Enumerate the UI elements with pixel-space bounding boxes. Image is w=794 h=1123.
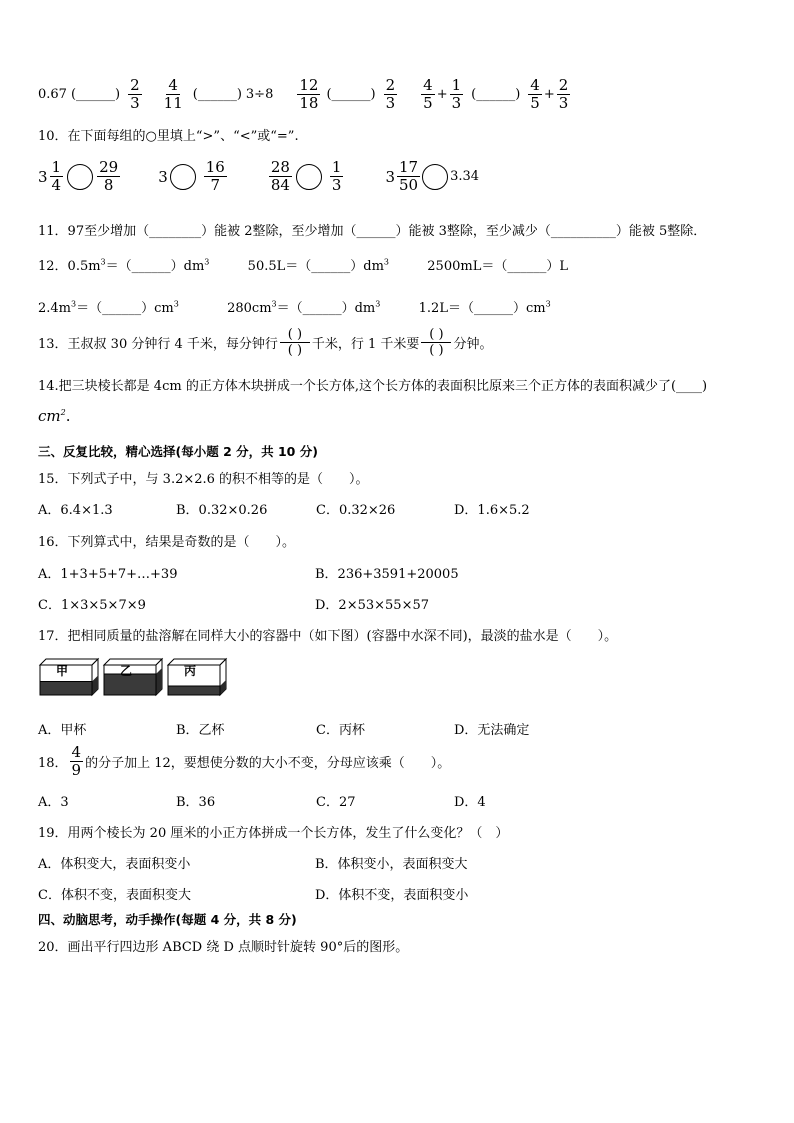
- q16-option-c[interactable]: C．1×3×5×7×9: [38, 598, 146, 613]
- q9-b-right: 3÷8: [245, 87, 274, 102]
- q9-b-frac: $\frac{4}{11}$: [163, 76, 183, 112]
- q13-text-2: 千米，行 1 千米要: [311, 337, 420, 352]
- q20-text: 20．画出平行四边形 ABCD 绕 D 点顺时针旋转 90°后的图形。: [38, 940, 409, 955]
- q17-container-1: [40, 659, 98, 695]
- q17-text: 17．把相同质量的盐溶解在同样大小的容器中（如下图）(容器中水深不同)，最淡的盐水是（ ）。: [38, 629, 618, 644]
- q19-option-d[interactable]: D．体积不变，表面积变小: [315, 888, 469, 903]
- q9-c-frac-right: $\frac{2}{3}$: [385, 76, 396, 112]
- q10-g1-circle[interactable]: [67, 164, 93, 190]
- q12-l1a: 12．0.5m: [38, 259, 101, 274]
- q18-number: 18．: [38, 756, 68, 771]
- q9-d-frac-1: $\frac{4}{5}$: [423, 76, 433, 112]
- q15-option-d[interactable]: D．1.6×5.2: [454, 503, 530, 518]
- q17-options: [38, 719, 774, 738]
- q9-plus-1: +: [436, 87, 448, 102]
- q10-g2-whole: 3: [158, 167, 168, 186]
- q10-g3-left: $\frac{28}{84}$: [270, 158, 290, 194]
- q9-d-frac-2: $\frac{1}{3}$: [451, 76, 462, 112]
- q18-option-d[interactable]: D．4: [454, 795, 486, 810]
- q10-g3-right: $\frac{1}{3}$: [331, 158, 342, 194]
- q10-g1-frac: $\frac{1}{4}$: [51, 158, 62, 194]
- q18-row: [38, 745, 774, 778]
- q10-groups: [38, 160, 774, 193]
- q10-g1-whole: 3: [38, 167, 48, 186]
- q10-g1-right: $\frac{29}{8}$: [99, 158, 119, 194]
- q10-g4-right: 3.34: [450, 169, 480, 184]
- q18-text: 的分子加上 12，要想使分数的大小不变，分母应该乘（ ）。: [85, 756, 451, 771]
- q17-option-c[interactable]: C．丙杯: [316, 723, 365, 738]
- q17-container-label: 甲: [55, 664, 69, 678]
- q17-option-d[interactable]: D．无法确定: [454, 723, 530, 738]
- q17-containers: [38, 657, 228, 707]
- q9-plus-2: +: [543, 87, 555, 102]
- q10-g4-frac: $\frac{17}{50}$: [399, 158, 419, 194]
- q10-g4-circle[interactable]: [422, 164, 448, 190]
- q16-option-d[interactable]: D．2×53×55×57: [315, 598, 429, 613]
- q16-option-b[interactable]: B．236+3591+20005: [315, 567, 459, 582]
- q19-option-b[interactable]: B．体积变小，表面积变大: [315, 857, 468, 872]
- q9-a-left: 0.67: [38, 87, 67, 102]
- q19-option-c[interactable]: C．体积不变，表面积变大: [38, 888, 191, 903]
- q12-l1a-unit: ＝（______）dm: [105, 259, 205, 274]
- q10-g4-whole: 3: [385, 167, 396, 186]
- q9-blank-b: (______): [192, 87, 242, 102]
- q16-text: 16．下列算式中，结果是奇数的是（ ）。: [38, 535, 296, 550]
- q12-l2b-unit: ＝（______）dm: [276, 301, 376, 316]
- q17-container-label: 乙: [119, 664, 133, 678]
- q17-option-a[interactable]: A．甲杯: [38, 723, 87, 738]
- q13-blank-frac-1: $\frac{( )}{( )}$: [280, 328, 310, 357]
- q9-blank-d: (______): [471, 87, 521, 102]
- q15-text: 15．下列式子中，与 3.2×2.6 的积不相等的是（ ）。: [38, 472, 369, 487]
- q17-container-3: [168, 659, 226, 695]
- q10-g2-right: $\frac{16}{7}$: [205, 158, 225, 194]
- q18-option-c[interactable]: C．27: [316, 795, 356, 810]
- q9-blank-a: (______): [70, 87, 121, 102]
- q19-options-2: [38, 884, 774, 903]
- q14-text: 14.把三块棱长都是 4cm 的正方体木块拼成一个长方体,这个长方体的表面积比原来三个正方体的表面积减少了(____): [38, 379, 708, 394]
- q13-text-3: 分钟。: [453, 337, 493, 352]
- q16-options-2: [38, 594, 774, 613]
- q15-options: [38, 499, 774, 518]
- q9-a-frac: $\frac{2}{3}$: [130, 76, 140, 112]
- q13-text-1: 13．王叔叔 30 分钟行 4 千米，每分钟行: [38, 337, 278, 352]
- q19-text: 19．用两个棱长为 20 厘米的小正方体拼成一个长方体，发生了什么变化？（ ）: [38, 826, 509, 841]
- q10-text: 10．在下面每组的○里填上“>”、“<”或“=”.: [38, 129, 299, 144]
- q18-options: [38, 791, 774, 810]
- q17-container-2: [104, 659, 162, 695]
- q12-l2a-unit: ＝（______）cm: [76, 301, 174, 316]
- q17-container-label: 丙: [183, 664, 197, 678]
- q15-option-b[interactable]: B．0.32×0.26: [176, 503, 268, 518]
- section-4-heading: 四、动脑思考，动手操作(每题 4 分，共 8 分): [38, 912, 297, 927]
- q12-l1b: 50.5L＝（______）dm: [247, 259, 384, 274]
- q18-option-a[interactable]: A．3: [38, 795, 69, 810]
- q9-d-frac-3: $\frac{4}{5}$: [530, 76, 540, 112]
- q12-l1c: 2500mL＝（______）L: [427, 259, 568, 274]
- q10-g3-circle[interactable]: [296, 164, 322, 190]
- q14-unit: $cm^2$.: [38, 407, 71, 425]
- q9-blank-c: (______): [326, 87, 376, 102]
- q18-frac: $\frac{4}{9}$: [71, 743, 82, 779]
- q17-water-1: [40, 682, 92, 696]
- q13-blank-frac-2: $\frac{( )}{( )}$: [421, 328, 451, 357]
- q12-line1: 12．$0.5m^3=(\_\_\_\_\_\_)dm^3$ $50.5L=(\_\_\_\_\_\_)dm^3$ 2500mL＝（______）L: [38, 257, 568, 274]
- q9-d-frac-4: $\frac{2}{3}$: [558, 76, 569, 112]
- q19-options-1: [38, 853, 774, 872]
- q11-text: 11．97至少增加（________）能被 2整除，至少增加（______）能被 3整除，至少减少（__________）能被 5整除．: [38, 224, 707, 239]
- q16-options-1: [38, 563, 774, 582]
- section-3-heading: 三、反复比较，精心选择(每小题 2 分，共 10 分): [38, 444, 318, 459]
- q12-l2a: 2.4m: [38, 301, 72, 316]
- q19-option-a[interactable]: A．体积变大，表面积变小: [38, 857, 191, 872]
- q9-c-frac-left: $\frac{12}{18}$: [299, 76, 319, 112]
- q10-g2-circle[interactable]: [170, 164, 196, 190]
- q15-option-c[interactable]: C．0.32×26: [316, 503, 396, 518]
- q9-row: [38, 78, 774, 111]
- q16-option-a[interactable]: A．1+3+5+7+…+39: [38, 567, 178, 582]
- q12-l2b: 280cm: [227, 301, 272, 316]
- q12-line2: $2.4m^3=(\_\_\_\_\_\_)cm^3$ $280cm^3=(\_\_\_\_\_\_)dm^3$ $1.2L=(\_\_\_\_\_\_)cm^3$: [38, 299, 551, 316]
- q18-option-b[interactable]: B．36: [176, 795, 216, 810]
- q17-option-b[interactable]: B．乙杯: [176, 723, 225, 738]
- q17-water-3: [168, 686, 220, 695]
- q12-l2c: 1.2L＝（______）cm: [418, 301, 546, 316]
- q17-container-figure: [38, 657, 228, 703]
- q13-row: [38, 328, 774, 357]
- q15-option-a[interactable]: A．6.4×1.3: [38, 503, 113, 518]
